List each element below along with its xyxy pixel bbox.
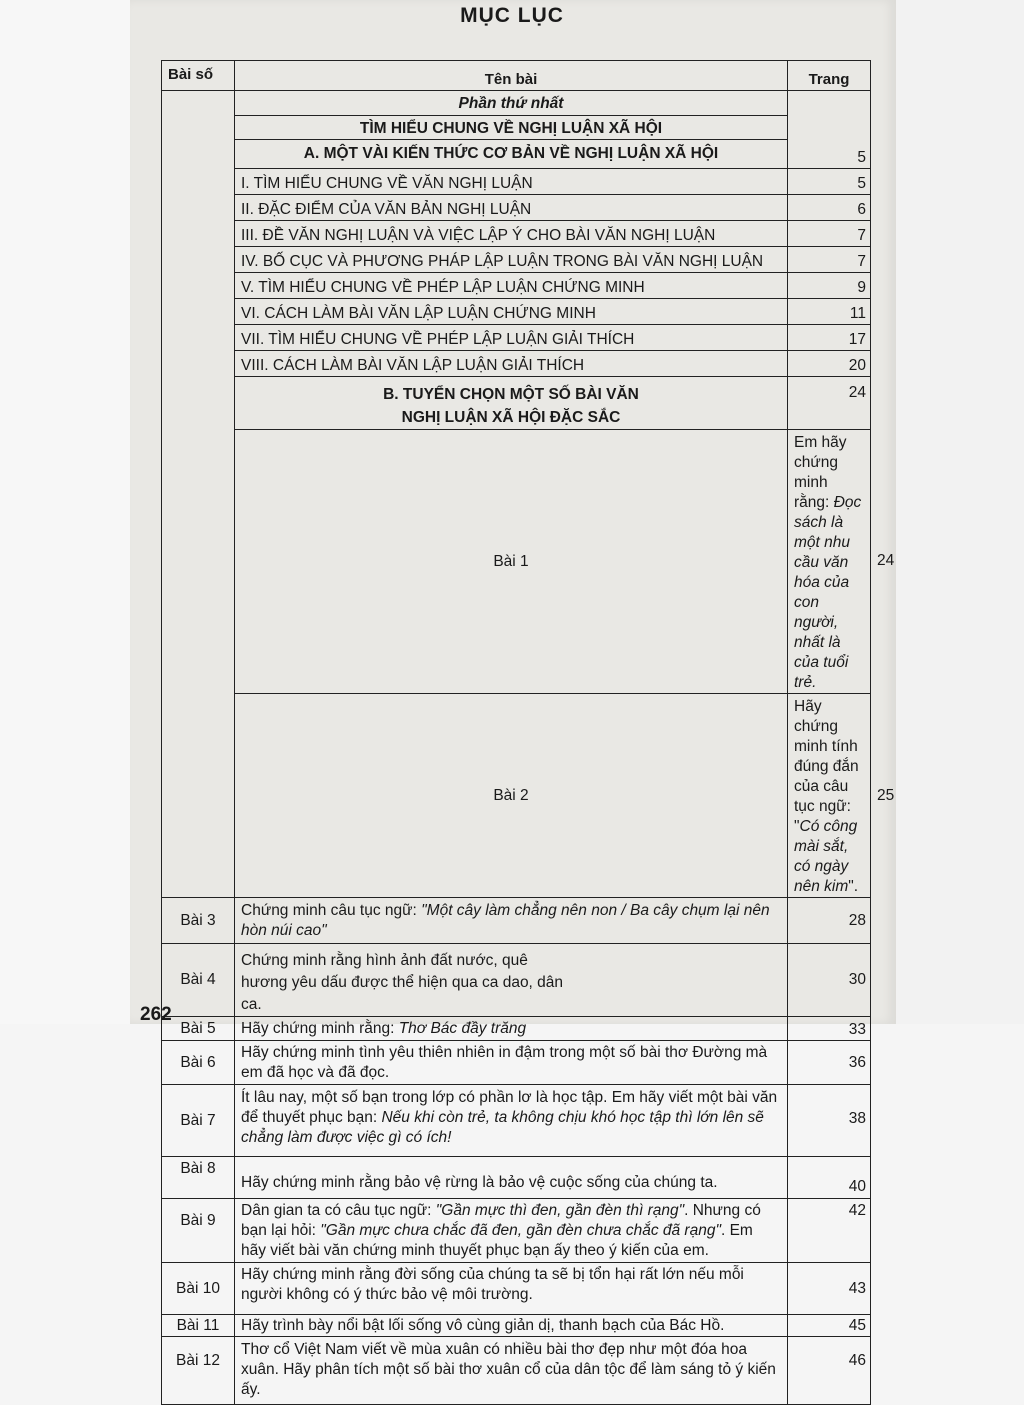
lesson-tail: . Nhưng có bạn lại hỏi: [241, 1202, 761, 1239]
lesson-page: 42 [788, 1199, 871, 1263]
lesson-text: Chứng minh câu tục ngữ: [241, 902, 422, 919]
lesson-emphasis: Thơ Bác đầy trăng [398, 1020, 527, 1037]
lesson-row [162, 1157, 871, 1199]
lesson-emphasis: Có công mài sắt, có ngày nên kim [794, 818, 858, 895]
lesson-text: Hãy chứng minh tính đúng đắn của câu tục ngữ: " [794, 698, 859, 835]
lesson-page: 33 [788, 1017, 871, 1041]
lesson-text: Chứng minh rằng hình ảnh đất nước, quê hương yêu dấu được thể hiện qua ca dao, dân ca. [241, 952, 564, 1013]
lesson-tail: ". [848, 878, 859, 895]
lesson-title [235, 1337, 788, 1405]
lesson-number: Bài 8 [162, 1157, 235, 1199]
lesson-row [162, 1017, 871, 1041]
lesson-row [162, 944, 871, 1017]
lesson-number: Bài 10 [162, 1263, 235, 1315]
toc-item-page: 5 [788, 169, 871, 195]
lesson-emphasis-2: "Gần mực chưa chắc đã đen, gần đèn chưa chắc đã rạng" [320, 1222, 721, 1239]
toc-item-page: 17 [788, 325, 871, 351]
general-title: TÌM HIỂU CHUNG VỀ NGHỊ LUẬN XÃ HỘI [235, 116, 788, 140]
toc-item-title: I. TÌM HIỂU CHUNG VỀ VĂN NGHỊ LUẬN [235, 169, 788, 195]
lesson-text: Hãy chứng minh tình yêu thiên nhiên in đậm trong một số bài thơ Đường mà em đã học và đã đọc. [241, 1044, 768, 1081]
lesson-emphasis: Nếu khi còn trẻ, ta không chịu khó học tập thì lớn lên sẽ chẳng làm được việc gì có ích! [241, 1109, 764, 1146]
lesson-title [235, 1157, 788, 1199]
lesson-row [162, 898, 871, 944]
header-name: Tên bài [235, 61, 788, 91]
lesson-number: Bài 4 [162, 944, 235, 1017]
toc-item-title: IV. BỐ CỤC VÀ PHƯƠNG PHÁP LẬP LUẬN TRONG BÀI VĂN NGHỊ LUẬN [235, 247, 788, 273]
lesson-number: Bài 11 [162, 1315, 235, 1337]
toc-row [162, 221, 871, 247]
toc-row [162, 325, 871, 351]
toc-item-title: III. ĐỀ VĂN NGHỊ LUẬN VÀ VIỆC LẬP Ý CHO BÀI VĂN NGHỊ LUẬN [235, 221, 788, 247]
lesson-title [235, 1017, 788, 1041]
lesson-page: 40 [788, 1157, 871, 1199]
lesson-number: Bài 1 [235, 430, 788, 694]
lesson-number: Bài 9 [162, 1199, 235, 1263]
section-a-row [162, 140, 871, 169]
section-b-line2: NGHỊ LUẬN XÃ HỘI ĐẶC SẮC [401, 409, 621, 426]
general-row [162, 116, 871, 140]
toc-row [162, 247, 871, 273]
part-one-label: Phần thứ nhất [235, 91, 788, 116]
lesson-number: Bài 3 [162, 898, 235, 944]
toc-row [162, 195, 871, 221]
right-background [896, 0, 1024, 1024]
lesson-number: Bài 6 [162, 1041, 235, 1085]
lesson-text: Hãy chứng minh rằng bảo vệ rừng là bảo vệ cuộc sống của chúng ta. [241, 1174, 718, 1191]
page-title: MỤC LỤC [460, 4, 564, 27]
lesson-row [162, 1085, 871, 1157]
lesson-title [235, 1085, 788, 1157]
section-a-page: 5 [788, 91, 871, 169]
lesson-title [235, 1041, 788, 1085]
toc-item-page: 11 [788, 299, 871, 325]
lesson-page: 45 [788, 1315, 871, 1337]
lesson-row [162, 1315, 871, 1337]
left-background [0, 0, 130, 1024]
lesson-title [235, 1199, 788, 1263]
header-row [162, 61, 871, 91]
lesson-text: Em hãy chứng minh rằng: [794, 434, 847, 511]
toc-item-page: 7 [788, 221, 871, 247]
lesson-number: Bài 5 [162, 1017, 235, 1041]
lesson-emphasis: Đọc sách là một nhu cầu văn hóa của con người, nhất là của tuổi trẻ. [794, 494, 862, 691]
toc-table [161, 60, 871, 1405]
section-b-title [235, 377, 788, 430]
lesson-row [162, 1337, 871, 1405]
toc-item-title: VIII. CÁCH LÀM BÀI VĂN LẬP LUẬN GIẢI THÍCH [235, 351, 788, 377]
lesson-text: Hãy trình bày nổi bật lối sống vô cùng giản dị, thanh bạch của Bác Hồ. [241, 1317, 725, 1334]
toc-item-title: VII. TÌM HIỂU CHUNG VỀ PHÉP LẬP LUẬN GIẢI THÍCH [235, 325, 788, 351]
lesson-title [788, 694, 871, 898]
lesson-title [235, 898, 788, 944]
header-page: Trang [788, 61, 871, 91]
blank-no-cell [162, 91, 235, 898]
lesson-emphasis: "Gần mực thì đen, gần đèn thì rạng" [435, 1202, 685, 1219]
section-a-title: A. MỘT VÀI KIẾN THỨC CƠ BẢN VỀ NGHỊ LUẬN XÃ HỘI [235, 140, 788, 169]
lesson-number: Bài 2 [235, 694, 788, 898]
lesson-tail-2: . Em hãy viết bài văn chứng minh thuyết phục bạn ấy theo ý kiến của em. [241, 1222, 753, 1259]
lesson-number: Bài 12 [162, 1337, 235, 1405]
lesson-page: 28 [788, 898, 871, 944]
lesson-page: 30 [788, 944, 871, 1017]
lesson-text: Thơ cổ Việt Nam viết về mùa xuân có nhiều bài thơ đẹp như một đóa hoa xuân. Hãy phân tích một số bài thơ xuân cổ của dân tộc để làm sáng tỏ ý kiến ấy. [241, 1341, 776, 1398]
toc-item-page: 9 [788, 273, 871, 299]
section-b-line1: B. TUYỂN CHỌN MỘT SỐ BÀI VĂN [383, 386, 639, 403]
section-b-page: 24 [788, 377, 871, 430]
lesson-row [162, 1041, 871, 1085]
lesson-page: 38 [788, 1085, 871, 1157]
toc-row [162, 169, 871, 195]
lesson-number: Bài 7 [162, 1085, 235, 1157]
lesson-title [235, 1315, 788, 1337]
header-no: Bài số [162, 61, 235, 91]
lesson-row [162, 694, 871, 898]
lesson-title [235, 1263, 788, 1315]
toc-item-page: 20 [788, 351, 871, 377]
toc-item-title: VI. CÁCH LÀM BÀI VĂN LẬP LUẬN CHỨNG MINH [235, 299, 788, 325]
lesson-emphasis: "Một cây làm chẳng nên non / Ba cây chụm lại nên hòn núi cao" [241, 902, 770, 939]
toc-item-title: V. TÌM HIỂU CHUNG VỀ PHÉP LẬP LUẬN CHỨNG MINH [235, 273, 788, 299]
lesson-text: Dân gian ta có câu tục ngữ: [241, 1202, 436, 1219]
toc-item-page: 7 [788, 247, 871, 273]
lesson-text: Hãy chứng minh rằng: [241, 1020, 399, 1037]
lesson-text: Hãy chứng minh rằng đời sống của chúng ta sẽ bị tổn hại rất lớn nếu mỗi người không có ý thức bảo vệ môi trường. [241, 1266, 744, 1303]
lesson-page: 46 [788, 1337, 871, 1405]
lesson-title [235, 944, 788, 1017]
toc-row [162, 299, 871, 325]
lesson-page: 36 [788, 1041, 871, 1085]
toc-row [162, 351, 871, 377]
lesson-row [162, 1263, 871, 1315]
page-number: 262 [140, 1004, 172, 1025]
section-b-row [162, 377, 871, 430]
toc-item-title: II. ĐẶC ĐIỂM CỦA VĂN BẢN NGHỊ LUẬN [235, 195, 788, 221]
lesson-page: 43 [788, 1263, 871, 1315]
lesson-title [788, 430, 871, 694]
lesson-row [162, 430, 871, 694]
toc-item-page: 6 [788, 195, 871, 221]
part-row [162, 91, 871, 116]
lesson-text: Ít lâu nay, một số bạn trong lớp có phần lơ là học tập. Em hãy viết một bài văn để thuyết phục bạn: [241, 1089, 778, 1126]
toc-row [162, 273, 871, 299]
lesson-row [162, 1199, 871, 1263]
